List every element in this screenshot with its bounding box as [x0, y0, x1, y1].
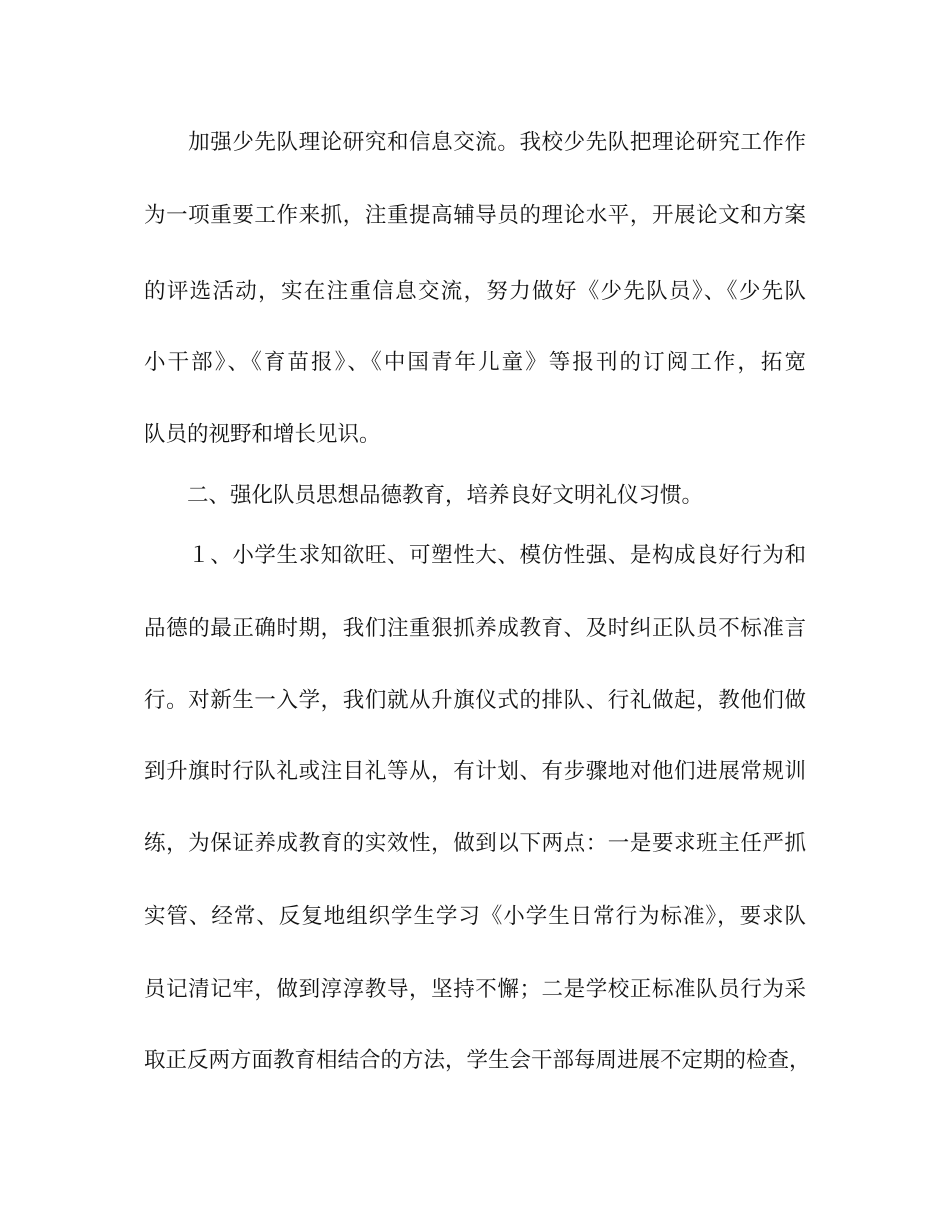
text-line: 行。对新生一入学，我们就从升旗仪式的排队、行礼做起，教他们做 — [144, 688, 806, 713]
text-line: 加强少先队理论研究和信息交流。我校少先队把理论研究工作作 — [144, 130, 806, 155]
text-line: 练，为保证养成教育的实效性，做到以下两点：一是要求班主任严抓 — [144, 831, 806, 856]
text-line: 实管、经常、反复地组织学生学习《小学生日常行为标准》，要求队 — [144, 904, 806, 929]
text-line: 员记清记牢，做到淳淳教导，坚持不懈；二是学校正标准队员行为采 — [144, 977, 806, 1002]
text-line: 小干部》、《育苗报》、《中国青年儿童》等报刊的订阅工作，拓宽 — [144, 350, 806, 375]
text-line: 取正反两方面教育相结合的方法，学生会干部每周进展不定期的检查， — [144, 1048, 811, 1073]
text-line: 的评选活动，实在注重信息交流，努力做好《少先队员》、《少先队 — [144, 279, 806, 304]
text-line: １、小学生求知欲旺、可塑性大、模仿性强、是构成良好行为和 — [144, 543, 806, 568]
text-line: 到升旗时行队礼或注目礼等从，有计划、有步骤地对他们进展常规训 — [144, 759, 806, 784]
section-heading: 二、强化队员思想品德教育，培养良好文明礼仪习惯。 — [144, 483, 704, 508]
text-line: 为一项重要工作来抓，注重提高辅导员的理论水平，开展论文和方案 — [144, 203, 806, 228]
text-line: 队员的视野和增长见识。 — [144, 422, 381, 447]
text-line: 品德的最正确时期，我们注重狠抓养成教育、及时纠正队员不标准言 — [144, 616, 806, 641]
